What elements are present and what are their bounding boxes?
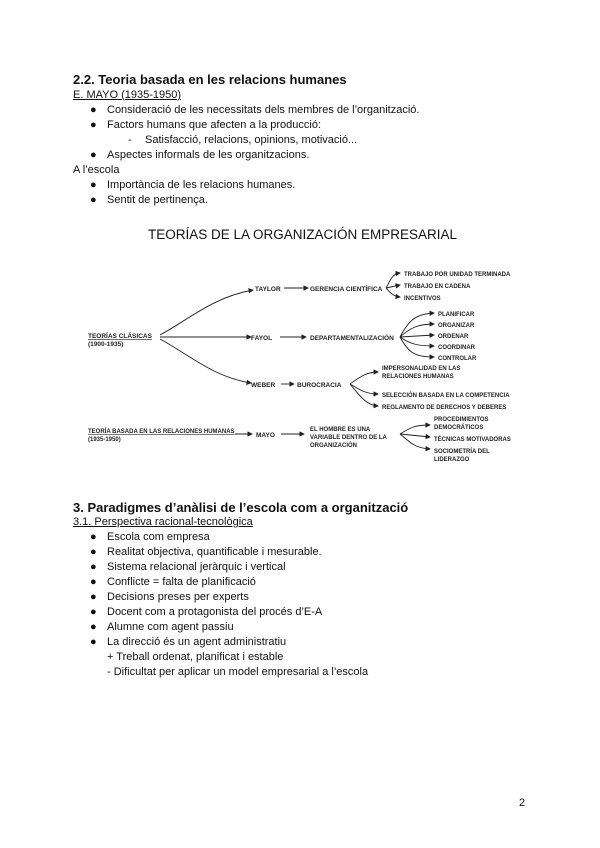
author-fayol: FAYOL: [251, 335, 273, 342]
mayo-item: DEMOCRÁTICOS: [434, 425, 484, 431]
section-heading-2-2: 2.2. Teoria basada en les relacions humanes: [73, 72, 347, 87]
minus-line: - Dificultat per aplicar un model empresarial a l’escola: [107, 666, 369, 678]
taylor-item: INCENTIVOS: [404, 296, 441, 302]
hombre-variable: EL HOMBRE ES UNA: [310, 427, 371, 433]
taylor-item: TRABAJO EN CADENA: [404, 284, 471, 290]
page-number: 2: [519, 797, 526, 809]
clasicas-branches: [160, 290, 253, 383]
author-taylor: TAYLOR: [255, 286, 281, 293]
organization-theories-diagram: [88, 222, 538, 467]
sub-list-item: Satisfacció, relacions, opinions, motivació...: [145, 134, 358, 146]
escola-label: A l’escola: [73, 164, 120, 176]
section-heading-3: 3. Paradigmes d’anàlisi de l’escola com a organització: [73, 500, 409, 515]
hombre-variable: VARIABLE DENTRO DE LA: [310, 435, 387, 441]
mayo-item: PROCEDIMIENTOS: [434, 417, 489, 423]
relaciones-years: (1935-1950): [88, 437, 121, 443]
section-subtitle-mayo: E. MAYO (1935-1950): [73, 89, 182, 101]
mayo-item: SOCIOMETRÍA DEL: [434, 449, 490, 455]
departamentalizacion: DEPARTAMENTALIZACIÓN: [310, 335, 394, 342]
sub-list-dash: -: [128, 134, 132, 146]
gerencia-cientifica: GERENCIA CIENTÍFICA: [310, 286, 383, 293]
weber-item: IMPERSONALIDAD EN LAS: [382, 366, 461, 372]
fayol-item: ORGANIZAR: [438, 323, 475, 329]
mayo-item: LIDERAZGO: [434, 457, 470, 463]
relaciones-label: TEORÍA BASADA EN LAS RELACIONES HUMANAS: [88, 429, 235, 435]
plus-line: + Treball ordenat, planificat i estable: [107, 651, 284, 663]
author-weber: WEBER: [251, 382, 276, 389]
author-mayo: MAYO: [256, 432, 275, 439]
weber-item: SELECCIÓN BASADA EN LA COMPETENCIA: [382, 393, 510, 399]
fayol-item: ORDENAR: [438, 334, 469, 340]
mayo-item: TÉCNICAS MOTIVADORAS: [434, 437, 511, 443]
fayol-item: COORDINAR: [438, 345, 475, 351]
burocracia: BUROCRACIA: [297, 382, 342, 389]
fayol-item: CONTROLAR: [438, 356, 477, 362]
weber-item: REGLAMENTO DE DERECHOS Y DEBERES: [382, 405, 507, 411]
clasicas-label: TEORÍAS CLÁSICAS: [88, 333, 152, 340]
weber-item: RELACIONES HUMANAS: [382, 374, 454, 380]
taylor-item: TRABAJO POR UNIDAD TERMINADA: [404, 272, 511, 278]
hombre-variable: ORGANIZACIÓN: [310, 443, 357, 449]
clasicas-years: (1900-1935): [88, 341, 124, 348]
fayol-item: PLANIFICAR: [438, 312, 475, 318]
diagram-title: TEORÍAS DE LA ORGANIZACIÓN EMPRESARIAL: [148, 227, 458, 242]
section-subtitle-3-1: 3.1. Perspectiva racional-tecnològica: [73, 516, 253, 528]
